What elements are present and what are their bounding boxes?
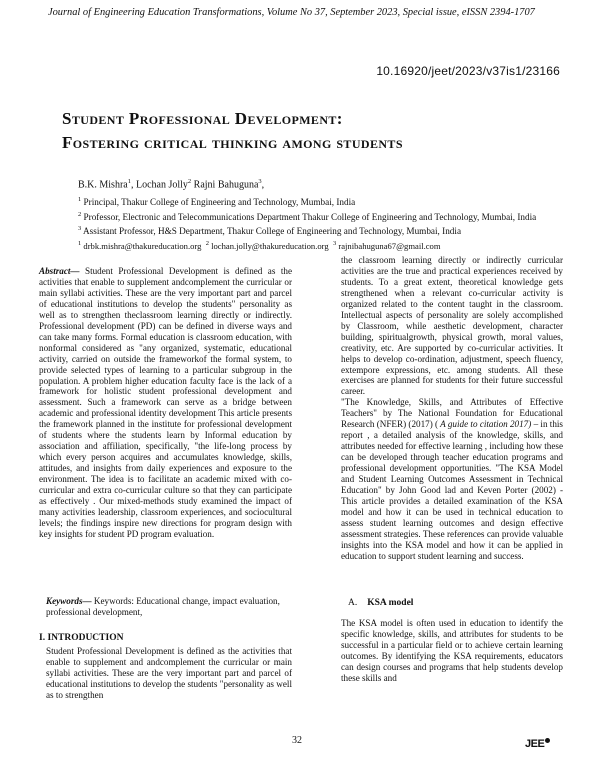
affiliation-1-sup: 1 <box>78 195 82 203</box>
intro-heading: I. INTRODUCTION <box>39 633 124 643</box>
abstract <box>39 266 292 540</box>
email-1[interactable]: drbk.mishra@thakureducation.org <box>81 240 202 251</box>
paper-title <box>62 107 562 155</box>
jeet-logo <box>525 738 550 750</box>
p2-end: – in this report , a detailed analysis of the knowledge, skills, and attributes needed for effective learning , including how these can be developed through teacher education programs and professional development opportunities. "The KSA Model and Student Learning Outcomes Assessment in Technical Education" by John Good lad and Keven Porter (2002) - This article provides a detailed examination of the KSA model and how it can be used in technical education to assess student learning outcomes and design effective assessment strategies. These references can provide valuable insights into the KSA model and how it can be applied in education to support student learning and success. <box>341 419 563 561</box>
affiliation-2-text: Professor, Electronic and Telecommunications Department Thakur College of Engineering and Technology, Mumbai, India <box>81 211 537 222</box>
title-line-2: Fostering critical thinking among students <box>62 133 403 152</box>
logo-text: JEE <box>525 738 545 750</box>
ksa-section <box>341 618 563 684</box>
author-block <box>78 176 558 252</box>
email-3[interactable]: rajnibahuguna67@gmail.com <box>336 240 441 251</box>
author-1: B.K. Mishra <box>78 179 128 191</box>
email-1-sup: 1 <box>78 239 82 247</box>
p2-start: "The Knowledge, Skills, and Attributes of Effective Teachers" by The National Foundation for Educational Research (NFER) (2017) ( <box>341 397 563 430</box>
intro-section <box>46 646 292 701</box>
affiliation-1-text: Principal, Thakur College of Engineering and Technology, Mumbai, India <box>81 196 356 207</box>
email-2-sup: 2 <box>205 239 209 247</box>
journal-header: Journal of Engineering Education Transformations, Volume No 37, September 2023, Special issue, eISSN 2394-1707 <box>48 7 535 18</box>
page-number: 32 <box>292 735 302 746</box>
ksa-heading-letter: A. <box>348 598 358 608</box>
email-2[interactable]: lochan.jolly@thakureducation.org <box>208 240 329 251</box>
affiliation-2-sup: 2 <box>78 210 82 218</box>
author-3: Rajni Bahuguna <box>191 179 259 191</box>
ksa-text: The KSA model is often used in education to identify the specific knowledge, skills, and attributes for students to be successful in a particular field or to achieve certain learning outcomes. By identifying the KSA requirements, educators can design courses and programs that help students develop these skills and <box>341 618 563 683</box>
author-names-end: , <box>261 179 265 191</box>
author-2: , Lochan Jolly <box>130 179 188 191</box>
ksa-heading <box>348 598 413 608</box>
intro-text: Student Professional Development is defined as the activities that enable to supplement and andcomplement the curricular or main syllabi activities. These are the very important part and parcel of educational institutions to develop the students "personality as well as to strengthen <box>46 646 292 700</box>
right-column <box>341 255 563 562</box>
keywords-text: Keywords: Educational change, impact evaluation, professional development, <box>46 596 280 617</box>
author-names <box>78 176 558 192</box>
affiliation-3-text: Assistant Professor, H&S Department, Thakur College of Engineering and Technology, Mumbai, India <box>81 226 462 237</box>
author-1-sup: 1 <box>127 178 131 185</box>
abstract-paragraph <box>39 266 292 540</box>
email-3-sup: 3 <box>332 239 337 247</box>
right-paragraph-1: the classroom learning directly or indirectly curricular activities are the true and practical experiences received by students. To a great extent, theoretical knowledge gets strengthened when a relevant co-curricular activity is organized related to the content taught in the classroom. Intellectual aspects of personality are solely accomplished by Classroom, while aesthetic development, character building, spiritualgrowth, physical growth, moral values, creativity, etc. Are supported by co-curricular activities. It helps to develop co-ordination, adjustment, speech fluency, extempore expressions, etc. among students. All these exercises are planned for students for their future successful career. <box>341 255 563 397</box>
author-emails <box>78 238 558 252</box>
keywords-label: Keywords— <box>46 596 92 606</box>
logo-dot-icon <box>545 738 550 743</box>
affiliation-2 <box>78 209 558 224</box>
right-paragraph-2 <box>341 397 563 561</box>
abstract-label: Abstract— <box>39 266 80 276</box>
ksa-heading-text: KSA model <box>367 598 414 608</box>
affiliation-3 <box>78 223 558 238</box>
author-2-sup: 2 <box>187 178 192 185</box>
citation-link[interactable]: A guide to citation 2017) <box>438 419 534 430</box>
abstract-text: Student Professional Development is defined as the activities that enable to supplement andcomplement the curricular or main syllabi activities. These are the very important part and parcel of educational institutions to develop the students" personality as well as to strengthen theclassroom learning directly or indirectly. Professional development (PD) can be defined in diverse ways and can take many forms. Formal education is classroom education, with nonformal considered as "any organized, systematic, educational activity, carried on outside the frameworkof the formal system, to provide selected types of learning to a particular subgroup in the population. A problem higher education faculty face is the lack of a framework for holistic student professional development and assessment. Such a framework can serve as a bridge between academic and professional identity development This article presents the framework planned in the institute for professional development of students where the students learn by Informal education by association and affiliation, specifically, "the life-long process by which every person acquires and accumulates knowledge, skills, attitudes, and insights from daily experiences and exposure to the environment. The idea is to facilitate an academic mixed with co-curricular and extra co-curricular culture so that they can participate as effectively . Our mixed-methods study examined the impact of many activities leadership, classroom experiences, and sociocultural levels; the findings inspire new directions for program design with key insights for student PD program evaluation. <box>39 266 292 539</box>
author-3-sup: 3 <box>258 178 262 185</box>
keywords <box>46 596 292 618</box>
affiliation-1 <box>78 194 558 209</box>
doi[interactable]: 10.16920/jeet/2023/v37is1/23166 <box>376 64 560 78</box>
affiliation-3-sup: 3 <box>78 225 82 233</box>
title-line-1: Student Professional Development: <box>62 109 343 128</box>
